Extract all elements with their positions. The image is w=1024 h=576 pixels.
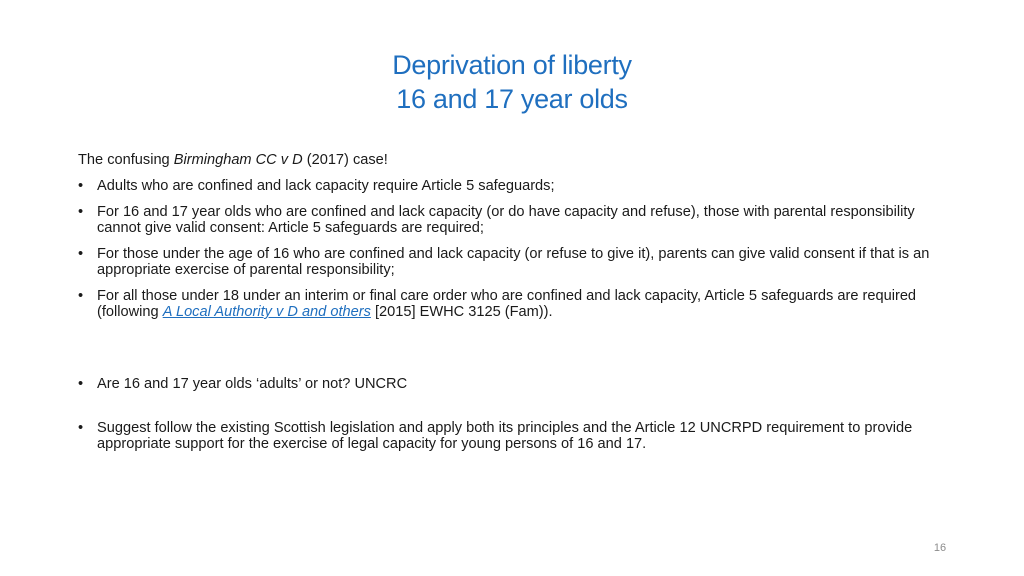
bullet-list [78, 178, 958, 320]
intro-line [78, 152, 958, 168]
list-item [78, 420, 958, 452]
title-line-2: 16 and 17 year olds [396, 84, 628, 114]
suggestion-text: Suggest follow the existing Scottish legislation and apply both its principles and the Article 12 UNCRPD requirement to provide appropriate support for the exercise of legal capacity for young persons of 16 and 17. [97, 420, 913, 452]
slide-body [78, 152, 958, 462]
bullet-icon: • [78, 288, 84, 304]
bullet-icon: • [78, 376, 84, 392]
list-item [78, 178, 958, 194]
spacer [78, 402, 958, 420]
list-item [78, 376, 958, 392]
question-list [78, 376, 958, 392]
bullet-icon: • [78, 178, 84, 194]
slide-title [0, 48, 1024, 116]
bullet-text-before-link: For all those under 18 under an interim or final care order who are confined and lack capacity, Article 5 safeguards are required (following [97, 288, 917, 320]
case-link[interactable]: A Local Authority v D and others [162, 304, 371, 320]
list-item [78, 204, 958, 236]
intro-case-name: Birmingham CC v D [173, 152, 303, 168]
bullet-icon: • [78, 420, 84, 436]
suggestion-list [78, 420, 958, 452]
bullet-text: For those under the age of 16 who are confined and lack capacity (or refuse to give it), parents can give valid consent if that is an appropriate exercise of parental responsibility; [97, 246, 930, 278]
list-item [78, 246, 958, 278]
bullet-text: For 16 and 17 year olds who are confined and lack capacity (or do have capacity and refuse), those with parental responsibility cannot give valid consent: Article 5 safeguards are required; [97, 204, 915, 236]
title-line-1: Deprivation of liberty [392, 50, 632, 80]
spacer [78, 330, 958, 376]
bullet-icon: • [78, 246, 84, 262]
intro-suffix: (2017) case! [302, 152, 388, 168]
bullet-text: Adults who are confined and lack capacity require Article 5 safeguards; [97, 178, 555, 194]
intro-prefix: The confusing [78, 152, 174, 168]
bullet-icon: • [78, 204, 84, 220]
question-text: Are 16 and 17 year olds ‘adults’ or not? UNCRC [97, 376, 408, 392]
list-item [78, 288, 958, 320]
bullet-text-after-link: [2015] EWHC 3125 (Fam)). [370, 304, 553, 320]
page-number: 16 [933, 542, 947, 554]
